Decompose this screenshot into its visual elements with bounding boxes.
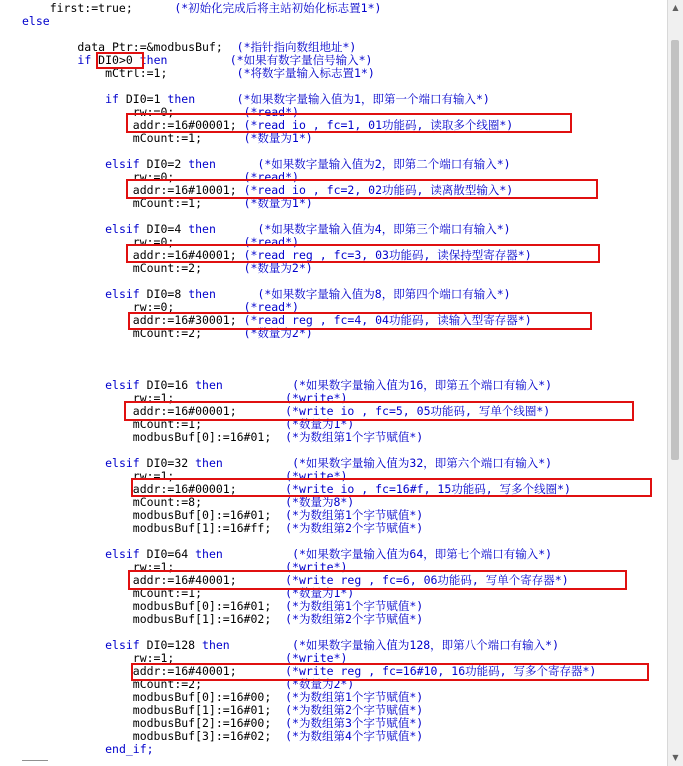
code-token: rw:=1; xyxy=(22,651,286,665)
code-token: rw:=1; xyxy=(22,391,286,405)
code-token xyxy=(22,157,105,171)
comment-token: (*数量为8*) xyxy=(285,495,355,509)
code-token xyxy=(223,547,292,561)
comment-token: (*数量为2*) xyxy=(243,261,313,275)
comment-token: (*如果数字量输入值为32，即第六个端口有输入*) xyxy=(292,456,553,470)
scroll-up-arrow-icon[interactable]: ▲ xyxy=(672,3,679,12)
keyword-token: then xyxy=(195,547,223,561)
code-token: addr:=16#00001; xyxy=(22,118,244,132)
comment-token: (*read*) xyxy=(243,105,299,119)
code-token: modbusBuf[0]:=16#01; xyxy=(22,599,286,613)
code-token: DI0=128 xyxy=(139,638,203,652)
code-token: rw:=0; xyxy=(22,235,244,249)
code-line xyxy=(22,327,313,340)
comment-token: (*将数字量输入标志置1*) xyxy=(236,66,375,80)
scroll-down-arrow-icon[interactable]: ▼ xyxy=(672,753,679,762)
scroll-thumb[interactable] xyxy=(671,40,679,460)
code-token xyxy=(22,638,105,652)
code-token xyxy=(22,378,105,392)
comment-token: (*read io , fc=2, 02功能码, 读离散型输入*) xyxy=(243,183,514,197)
comment-token: (*初始化完成后将主站初始化标志置1*) xyxy=(174,1,382,15)
keyword-token: elsif xyxy=(105,547,140,561)
code-line xyxy=(22,197,313,210)
code-token xyxy=(230,638,292,652)
code-token: rw:=0; xyxy=(22,170,244,184)
code-token: data_Ptr:=&modbusBuf; xyxy=(22,40,237,54)
keyword-token: elsif xyxy=(105,157,140,171)
code-token: addr:=16#40001; xyxy=(22,573,286,587)
comment-token: (*为数组第1个字节赋值*) xyxy=(285,430,424,444)
comment-token: (*如果有数字量信号输入*) xyxy=(229,53,373,67)
code-token xyxy=(223,378,292,392)
keyword-token: then xyxy=(195,456,223,470)
code-token: addr:=16#00001; xyxy=(22,482,286,496)
comment-token: (*write io , fc=16#f, 15功能码, 写多个线圈*) xyxy=(285,482,571,496)
comment-token: (*write*) xyxy=(285,560,348,574)
code-token: addr:=16#30001; xyxy=(22,313,244,327)
comment-token: (*如果数字量输入值为8，即第四个端口有输入*) xyxy=(257,287,511,301)
code-token: DI0=2 xyxy=(139,157,189,171)
code-token: modbusBuf[2]:=16#00; xyxy=(22,716,286,730)
comment-token: (*如果数字量输入值为2，即第二个端口有输入*) xyxy=(257,157,511,171)
comment-token: (*数量为1*) xyxy=(243,131,313,145)
code-token: mCount:=8; xyxy=(22,495,286,509)
code-token: first:=true; xyxy=(22,1,175,15)
comment-token: (*read reg , fc=4, 04功能码, 读输入型寄存器*) xyxy=(243,313,532,327)
code-token: modbusBuf[0]:=16#00; xyxy=(22,690,286,704)
comment-token: (*read io , fc=1, 01功能码, 读取多个线圈*) xyxy=(243,118,514,132)
code-token xyxy=(22,53,77,67)
code-line xyxy=(22,67,375,80)
code-token xyxy=(22,222,105,236)
code-token xyxy=(22,92,105,106)
code-token: DI0=4 xyxy=(139,222,189,236)
keyword-token: then xyxy=(188,222,216,236)
comment-token: (*为数组第3个字节赋值*) xyxy=(285,716,424,730)
keyword-token: then xyxy=(167,92,196,106)
comment-token: (*数量为1*) xyxy=(285,417,355,431)
keyword-token: end_if; xyxy=(105,742,154,756)
comment-token: (*read*) xyxy=(243,170,299,184)
code-token: modbusBuf[1]:=16#01; xyxy=(22,703,286,717)
code-token: mCount:=2; xyxy=(22,261,244,275)
code-token xyxy=(195,92,237,106)
keyword-token: if xyxy=(77,53,92,67)
code-token: DI0=32 xyxy=(139,456,196,470)
comment-token: (*read*) xyxy=(243,235,299,249)
keyword-token: then xyxy=(188,157,216,171)
comment-token: (*数量为1*) xyxy=(243,196,313,210)
code-token: rw:=0; xyxy=(22,105,244,119)
code-token: mCount:=1; xyxy=(22,417,286,431)
code-token: modbusBuf[1]:=16#ff; xyxy=(22,521,286,535)
keyword-token: elsif xyxy=(105,287,140,301)
code-line xyxy=(22,743,154,756)
comment-token: (*如果数字量输入值为4，即第三个端口有输入*) xyxy=(257,222,511,236)
keyword-token: elsif xyxy=(105,456,140,470)
code-token: modbusBuf[3]:=16#02; xyxy=(22,729,286,743)
comment-token: (*write*) xyxy=(285,651,348,665)
keyword-token: then xyxy=(195,378,223,392)
code-token: DI0=16 xyxy=(139,378,196,392)
code-token: modbusBuf[0]:=16#01; xyxy=(22,508,286,522)
code-token: DI0=8 xyxy=(139,287,189,301)
code-token xyxy=(22,287,105,301)
code-line xyxy=(22,522,423,535)
comment-token: (*为数组第2个字节赋值*) xyxy=(285,612,424,626)
comment-token: (*为数组第1个字节赋值*) xyxy=(285,508,424,522)
code-token: addr:=16#40001; xyxy=(22,664,286,678)
code-token: mCount:=2; xyxy=(22,677,286,691)
comment-token: (*write*) xyxy=(285,469,348,483)
comment-token: (*数量为2*) xyxy=(243,326,313,340)
code-token: DI0=1 xyxy=(118,92,168,106)
keyword-token: if xyxy=(105,92,119,106)
code-token: mCount:=2; xyxy=(22,326,244,340)
code-line xyxy=(22,132,313,145)
comment-token: (*为数组第2个字节赋值*) xyxy=(285,521,424,535)
comment-token: (*read*) xyxy=(243,300,299,314)
comment-token: (*为数组第1个字节赋值*) xyxy=(285,599,424,613)
keyword-token: then xyxy=(188,287,216,301)
keyword-token: elsif xyxy=(105,378,140,392)
code-token xyxy=(216,287,258,301)
code-token: DI0>0 xyxy=(91,53,140,67)
comment-token: (*数量为2*) xyxy=(285,677,355,691)
code-token xyxy=(22,547,105,561)
code-token: modbusBuf[1]:=16#02; xyxy=(22,612,286,626)
divider xyxy=(22,760,48,761)
code-token: rw:=1; xyxy=(22,469,286,483)
keyword-token: elsif xyxy=(105,222,140,236)
code-token: rw:=1; xyxy=(22,560,286,574)
code-token xyxy=(223,456,292,470)
code-token xyxy=(22,742,105,756)
keyword-token: then xyxy=(202,638,230,652)
comment-token: (*如果数字量输入值为1，即第一个端口有输入*) xyxy=(236,92,490,106)
code-token xyxy=(216,157,258,171)
code-token: DI0=64 xyxy=(139,547,196,561)
code-token: addr:=16#40001; xyxy=(22,248,244,262)
comment-token: (*read reg , fc=3, 03功能码, 读保持型寄存器*) xyxy=(243,248,532,262)
code-token: modbusBuf[0]:=16#01; xyxy=(22,430,286,444)
code-token xyxy=(22,456,105,470)
comment-token: (*指针指向数组地址*) xyxy=(236,40,357,54)
comment-token: (*为数组第1个字节赋值*) xyxy=(285,690,424,704)
comment-token: (*为数组第2个字节赋值*) xyxy=(285,703,424,717)
keyword-token: then xyxy=(139,53,168,67)
code-token xyxy=(167,53,229,67)
comment-token: (*数量为1*) xyxy=(285,586,355,600)
code-line xyxy=(22,15,50,28)
comment-token: (*为数组第4个字节赋值*) xyxy=(285,729,424,743)
comment-token: (*如果数字量输入值为64，即第七个端口有输入*) xyxy=(292,547,553,561)
comment-token: (*如果数字量输入值为128，即第八个端口有输入*) xyxy=(292,638,560,652)
comment-token: (*如果数字量输入值为16，即第五个端口有输入*) xyxy=(292,378,553,392)
comment-token: (*write reg , fc=6, 06功能码, 写单个寄存器*) xyxy=(285,573,569,587)
code-token: addr:=16#10001; xyxy=(22,183,244,197)
code-line xyxy=(22,431,423,444)
code-line xyxy=(22,613,423,626)
code-line xyxy=(22,2,381,15)
code-token: addr:=16#00001; xyxy=(22,404,286,418)
comment-token: (*write*) xyxy=(285,391,348,405)
code-token: mCount:=1; xyxy=(22,131,244,145)
keyword-token: elsif xyxy=(105,638,140,652)
code-line xyxy=(22,262,313,275)
code-token: mCtrl:=1; xyxy=(22,66,237,80)
comment-token: (*write io , fc=5, 05功能码, 写单个线圈*) xyxy=(285,404,551,418)
code-token: mCount:=1; xyxy=(22,196,244,210)
code-token: rw:=0; xyxy=(22,300,244,314)
code-token xyxy=(216,222,258,236)
comment-token: (*write reg , fc=16#10, 16功能码, 写多个寄存器*) xyxy=(285,664,597,678)
code-token: mCount:=1; xyxy=(22,586,286,600)
vertical-scrollbar[interactable] xyxy=(667,0,683,766)
keyword-token: else xyxy=(22,14,50,28)
